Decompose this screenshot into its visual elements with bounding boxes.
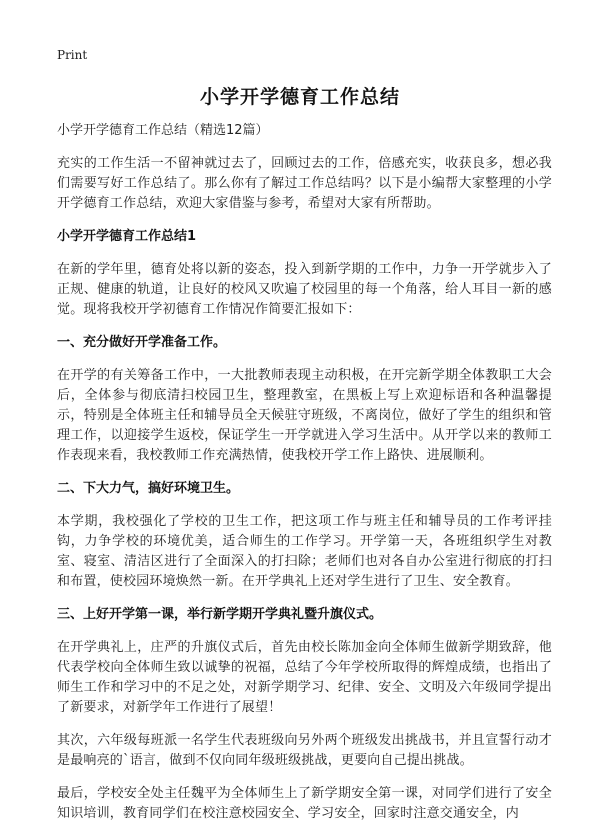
paragraph-3: 本学期，我校强化了学校的卫生工作，把这项工作与班主任和辅导员的工作考评挂钩，力争学校的环境优美，适合师生的工作学习。开学第一天，各班组织学生对教室、寝室、清洁区进行了全面深入的打扫除；老师们也对各自办公室进行彻底的打扫和布置，使校园环境焕然一新。在开学典礼上还对学生进行了卫生、安全教育。 bbox=[57, 514, 552, 589]
document-body bbox=[57, 122, 552, 837]
paragraph-6: 最后，学校安全处主任魏平为全体师生上了新学期安全第一课，对同学们进行了安全知识培训，教育同学们在校注意校园安全、学习安全，回家时注意交通安全，内 bbox=[57, 786, 552, 821]
section-title: 小学开学德育工作总结1 bbox=[57, 229, 197, 244]
intro-paragraph: 充实的工作生活一不留神就过去了，回顾过去的工作，倍感充实，收获良多，想必我们需要写好工作总结了。那么你有了解过工作总结吗？以下是小编帮大家整理的小学开学德育工作总结，欢迎大家借鉴与参考，希望对大家有所帮助。 bbox=[57, 156, 552, 211]
document-subtitle: 小学开学德育工作总结（精选12篇） bbox=[57, 123, 269, 138]
heading-2: 二、下大力气，搞好环境卫生。 bbox=[57, 481, 240, 496]
print-label[interactable]: Print bbox=[57, 48, 88, 62]
paragraph-1: 在新的学年里，德育处将以新的姿态，投入到新学期的工作中，力争一开学就步入了正规、健康的轨道，让良好的校风又吹遍了校园里的每一个角落，给人耳目一新的感觉。现将我校开学初德育工作情况作简要汇报如下： bbox=[57, 262, 552, 317]
heading-1: 一、充分做好开学准备工作。 bbox=[57, 335, 227, 350]
paragraph-5: 其次，六年级每班派一名学生代表班级向另外两个班级发出挑战书，并且宣誓行动才是最响亮的`语言，做到不仅向同年级班级挑战，更要向自己提出挑战。 bbox=[57, 733, 552, 768]
paragraph-2: 在开学的有关筹备工作中，一大批教师表现主动积极，在开完新学期全体教职工大会后，全体参与彻底清扫校园卫生，整理教室，在黑板上写上欢迎标语和各种温馨提示，特别是全体班主任和辅导员全天候驻守班级，不离岗位，做好了学生的组织和管理工作，以迎接学生返校，保证学生一开学就进入学习生活中。从开学以来的教师工作表现来看，我校教师工作充满热情，使我校开学工作上路快、进展顺利。 bbox=[57, 368, 552, 463]
paragraph-4: 在开学典礼上，庄严的升旗仪式后，首先由校长陈加金向全体师生做新学期致辞，他代表学校向全体师生致以诚挚的祝福，总结了今年学校所取得的辉煌成绩，也指出了师生工作和学习中的不足之处，对新学期学习、纪律、安全、文明及六年级同学提出了新要求，对新学年工作进行了展望！ bbox=[57, 640, 552, 715]
heading-3: 三、上好开学第一课，举行新学期开学典礼暨升旗仪式。 bbox=[57, 607, 383, 622]
page-title: 小学开学德育工作总结 bbox=[199, 86, 400, 108]
